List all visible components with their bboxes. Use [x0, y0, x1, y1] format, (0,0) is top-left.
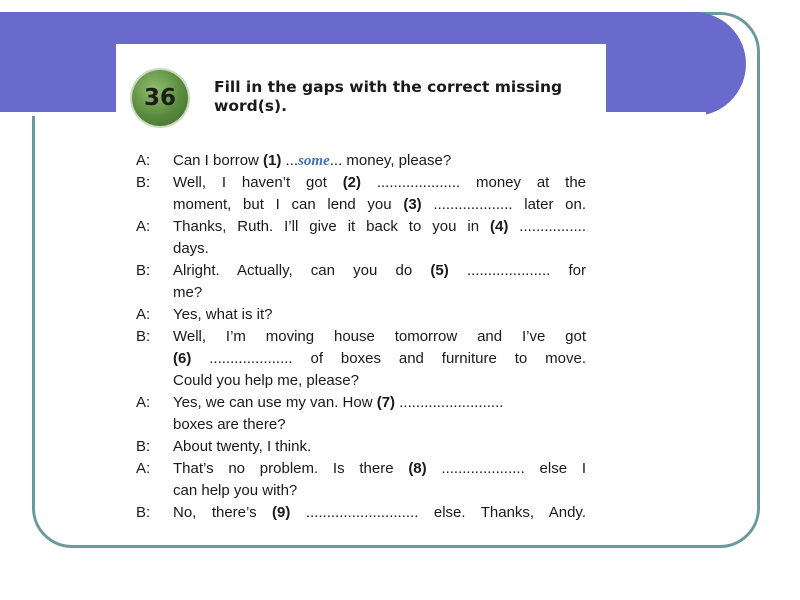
speaker-label: A:	[136, 394, 151, 411]
dialogue-line	[136, 370, 586, 392]
text-segment: boxes are there?	[173, 416, 286, 433]
exercise-instruction: Fill in the gaps with the correct missing word(s).	[214, 78, 563, 115]
line-text	[173, 480, 586, 502]
line-text	[173, 370, 586, 392]
gap-number: (8)	[408, 460, 427, 477]
dialogue-line	[136, 260, 586, 282]
text-segment: That’s no problem. Is there	[173, 460, 409, 477]
example-answer: some	[298, 153, 330, 169]
band-divider-left	[0, 112, 116, 116]
exercise-number-badge	[132, 70, 188, 126]
gap-number: (3)	[403, 196, 422, 213]
text-segment: Can I borrow	[173, 152, 264, 169]
text-segment: days.	[173, 240, 209, 257]
line-text	[173, 238, 586, 260]
gap-number: (9)	[272, 504, 291, 521]
text-segment: Well, I haven’t got	[173, 174, 343, 191]
gap-number: (1)	[263, 152, 282, 169]
speaker-label: B:	[136, 438, 151, 455]
dialogue-line	[136, 436, 586, 458]
text-segment: Alright. Actually, can you do	[173, 262, 431, 279]
dialogue-line	[136, 172, 586, 194]
text-segment: .................... of boxes and furniture to move.	[191, 350, 586, 367]
gap-number: (7)	[376, 394, 396, 411]
line-text	[173, 326, 586, 348]
text-segment: Well, I’m moving house tomorrow and I’ve got	[173, 328, 586, 345]
dialogue-line	[136, 392, 586, 414]
text-segment: Thanks, Ruth. I’ll give it back to you in	[173, 218, 491, 235]
gap-number: (4)	[490, 218, 509, 235]
line-text	[173, 458, 586, 480]
line-text	[173, 348, 586, 370]
dialogue-line	[136, 216, 586, 238]
gap-number: (5)	[430, 262, 449, 279]
speaker-label: A:	[136, 306, 151, 323]
exercise-panel	[116, 44, 606, 530]
gap-number: (6)	[173, 350, 192, 367]
exercise-number: 36	[143, 85, 176, 111]
text-segment: can help you with?	[173, 482, 298, 499]
text-segment: ...	[281, 152, 299, 169]
speaker-label: A:	[136, 460, 151, 477]
text-segment: About twenty, I think.	[173, 438, 312, 455]
speaker-label: B:	[136, 174, 151, 191]
text-segment: No, there’s	[173, 504, 273, 521]
text-segment: me?	[173, 284, 203, 301]
text-segment: .................... for	[448, 262, 586, 279]
dialogue-line	[136, 458, 586, 480]
text-segment: .................... money at the	[361, 174, 586, 191]
line-text	[173, 392, 586, 414]
line-text	[173, 282, 586, 304]
text-segment: .................... else I	[426, 460, 586, 477]
gap-number: (2)	[342, 174, 362, 191]
dialogue-line	[136, 238, 586, 260]
dialogue-line	[136, 326, 586, 348]
dialogue-line	[136, 502, 586, 524]
speaker-label: B:	[136, 504, 151, 521]
text-segment: ................	[508, 218, 586, 235]
speaker-label: A:	[136, 152, 151, 169]
speaker-label: B:	[136, 328, 151, 345]
dialogue	[136, 150, 586, 524]
band-divider-right	[606, 112, 706, 116]
text-segment: Yes, we can use my van. How	[173, 394, 377, 411]
line-text	[173, 502, 586, 524]
line-text	[173, 436, 586, 458]
text-segment: moment, but I can lend you	[173, 196, 404, 213]
line-text	[173, 194, 586, 216]
line-text	[173, 260, 586, 282]
line-text	[173, 304, 586, 326]
text-segment: .........................	[395, 394, 504, 411]
line-text	[173, 150, 586, 172]
line-text	[173, 172, 586, 194]
dialogue-line	[136, 304, 586, 326]
text-segment: ................... later on.	[421, 196, 586, 213]
dialogue-line	[136, 282, 586, 304]
dialogue-line	[136, 348, 586, 370]
speaker-label: A:	[136, 218, 151, 235]
line-text	[173, 216, 586, 238]
dialogue-line	[136, 150, 586, 172]
text-segment: Yes, what is it?	[173, 306, 273, 323]
line-text	[173, 414, 586, 436]
text-segment: ........................... else. Thanks, Andy.	[290, 504, 586, 521]
text-segment: Could you help me, please?	[173, 372, 359, 389]
dialogue-line	[136, 414, 586, 436]
speaker-label: B:	[136, 262, 151, 279]
dialogue-line	[136, 194, 586, 216]
text-segment: ... money, please?	[329, 152, 452, 169]
dialogue-line	[136, 480, 586, 502]
